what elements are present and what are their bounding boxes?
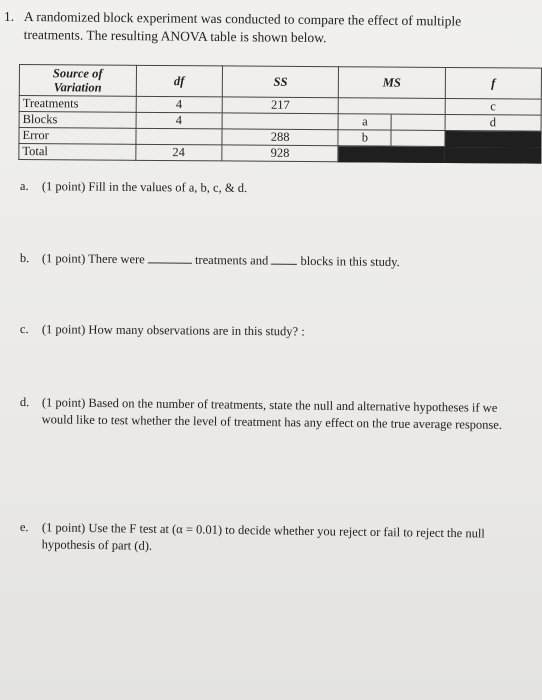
row-df: 24 <box>135 144 222 161</box>
row-source: Error <box>19 128 136 145</box>
row-ms <box>338 98 444 115</box>
anova-header-row <box>19 65 541 100</box>
part-c <box>20 321 500 342</box>
part-b-text-2: treatments and <box>194 252 269 268</box>
row-source: Treatments <box>19 96 136 113</box>
anova-table <box>18 64 542 164</box>
header-f: f <box>445 67 542 99</box>
header-ss: SS <box>222 66 338 98</box>
part-a-label: a. <box>19 178 29 194</box>
question-intro: A randomized block experiment was conducted to compare the effect of multiple treatments. The resulting ANOVA table is shown below. <box>23 8 462 46</box>
part-d <box>20 394 510 434</box>
row-f: c <box>445 98 541 115</box>
row-df <box>136 128 223 145</box>
part-b-label: b. <box>19 250 30 266</box>
part-b-text-1: (1 point) There were <box>41 251 145 267</box>
row-ms-right <box>392 115 444 130</box>
part-e-text: (1 point) Use the F test at (α = 0.01) to decide whether you reject or fail to reject the null hypothesis of part (d). <box>41 520 485 553</box>
row-ss: 928 <box>222 145 338 162</box>
treatments-blank[interactable] <box>148 250 192 263</box>
row-source: Blocks <box>19 112 136 129</box>
row-ms <box>338 130 444 147</box>
header-ms: MS <box>339 67 446 99</box>
row-ss: 288 <box>222 129 338 146</box>
row-ms-shaded <box>338 146 444 163</box>
blocks-blank[interactable] <box>271 252 297 265</box>
row-f-shaded <box>444 146 540 163</box>
row-ss <box>222 113 338 130</box>
row-ms <box>338 114 444 131</box>
part-d-label: d. <box>19 394 30 410</box>
part-e <box>20 519 510 560</box>
row-ss: 217 <box>222 97 338 114</box>
row-source: Total <box>19 144 136 161</box>
row-ms-left: b <box>339 130 392 145</box>
row-df: 4 <box>136 96 223 113</box>
row-f: d <box>445 114 541 131</box>
row-df: 4 <box>136 112 223 129</box>
part-b-text-3: blocks in this study. <box>300 253 400 269</box>
row-ms-right <box>392 131 444 146</box>
part-b <box>20 249 520 272</box>
part-a <box>20 178 500 199</box>
part-e-label: e. <box>19 519 29 535</box>
header-df: df <box>136 65 223 97</box>
row-f-shaded <box>445 130 541 147</box>
header-source <box>19 65 136 97</box>
header-source-line1: Source of <box>52 66 103 81</box>
row-ms-left: a <box>339 114 392 129</box>
part-d-text: (1 point) Based on the number of treatments, state the null and alternative hypotheses if we would like to test whether the level of treatment has any effect on the true average response. <box>41 395 503 432</box>
part-c-text: (1 point) How many observations are in this study? : <box>41 322 305 339</box>
question-number: 1. <box>4 9 15 24</box>
part-c-label: c. <box>19 321 29 337</box>
part-a-text: (1 point) Fill in the values of a, b, c, & d. <box>41 179 248 195</box>
table-row <box>19 144 541 164</box>
header-source-line2: Variation <box>53 80 102 95</box>
